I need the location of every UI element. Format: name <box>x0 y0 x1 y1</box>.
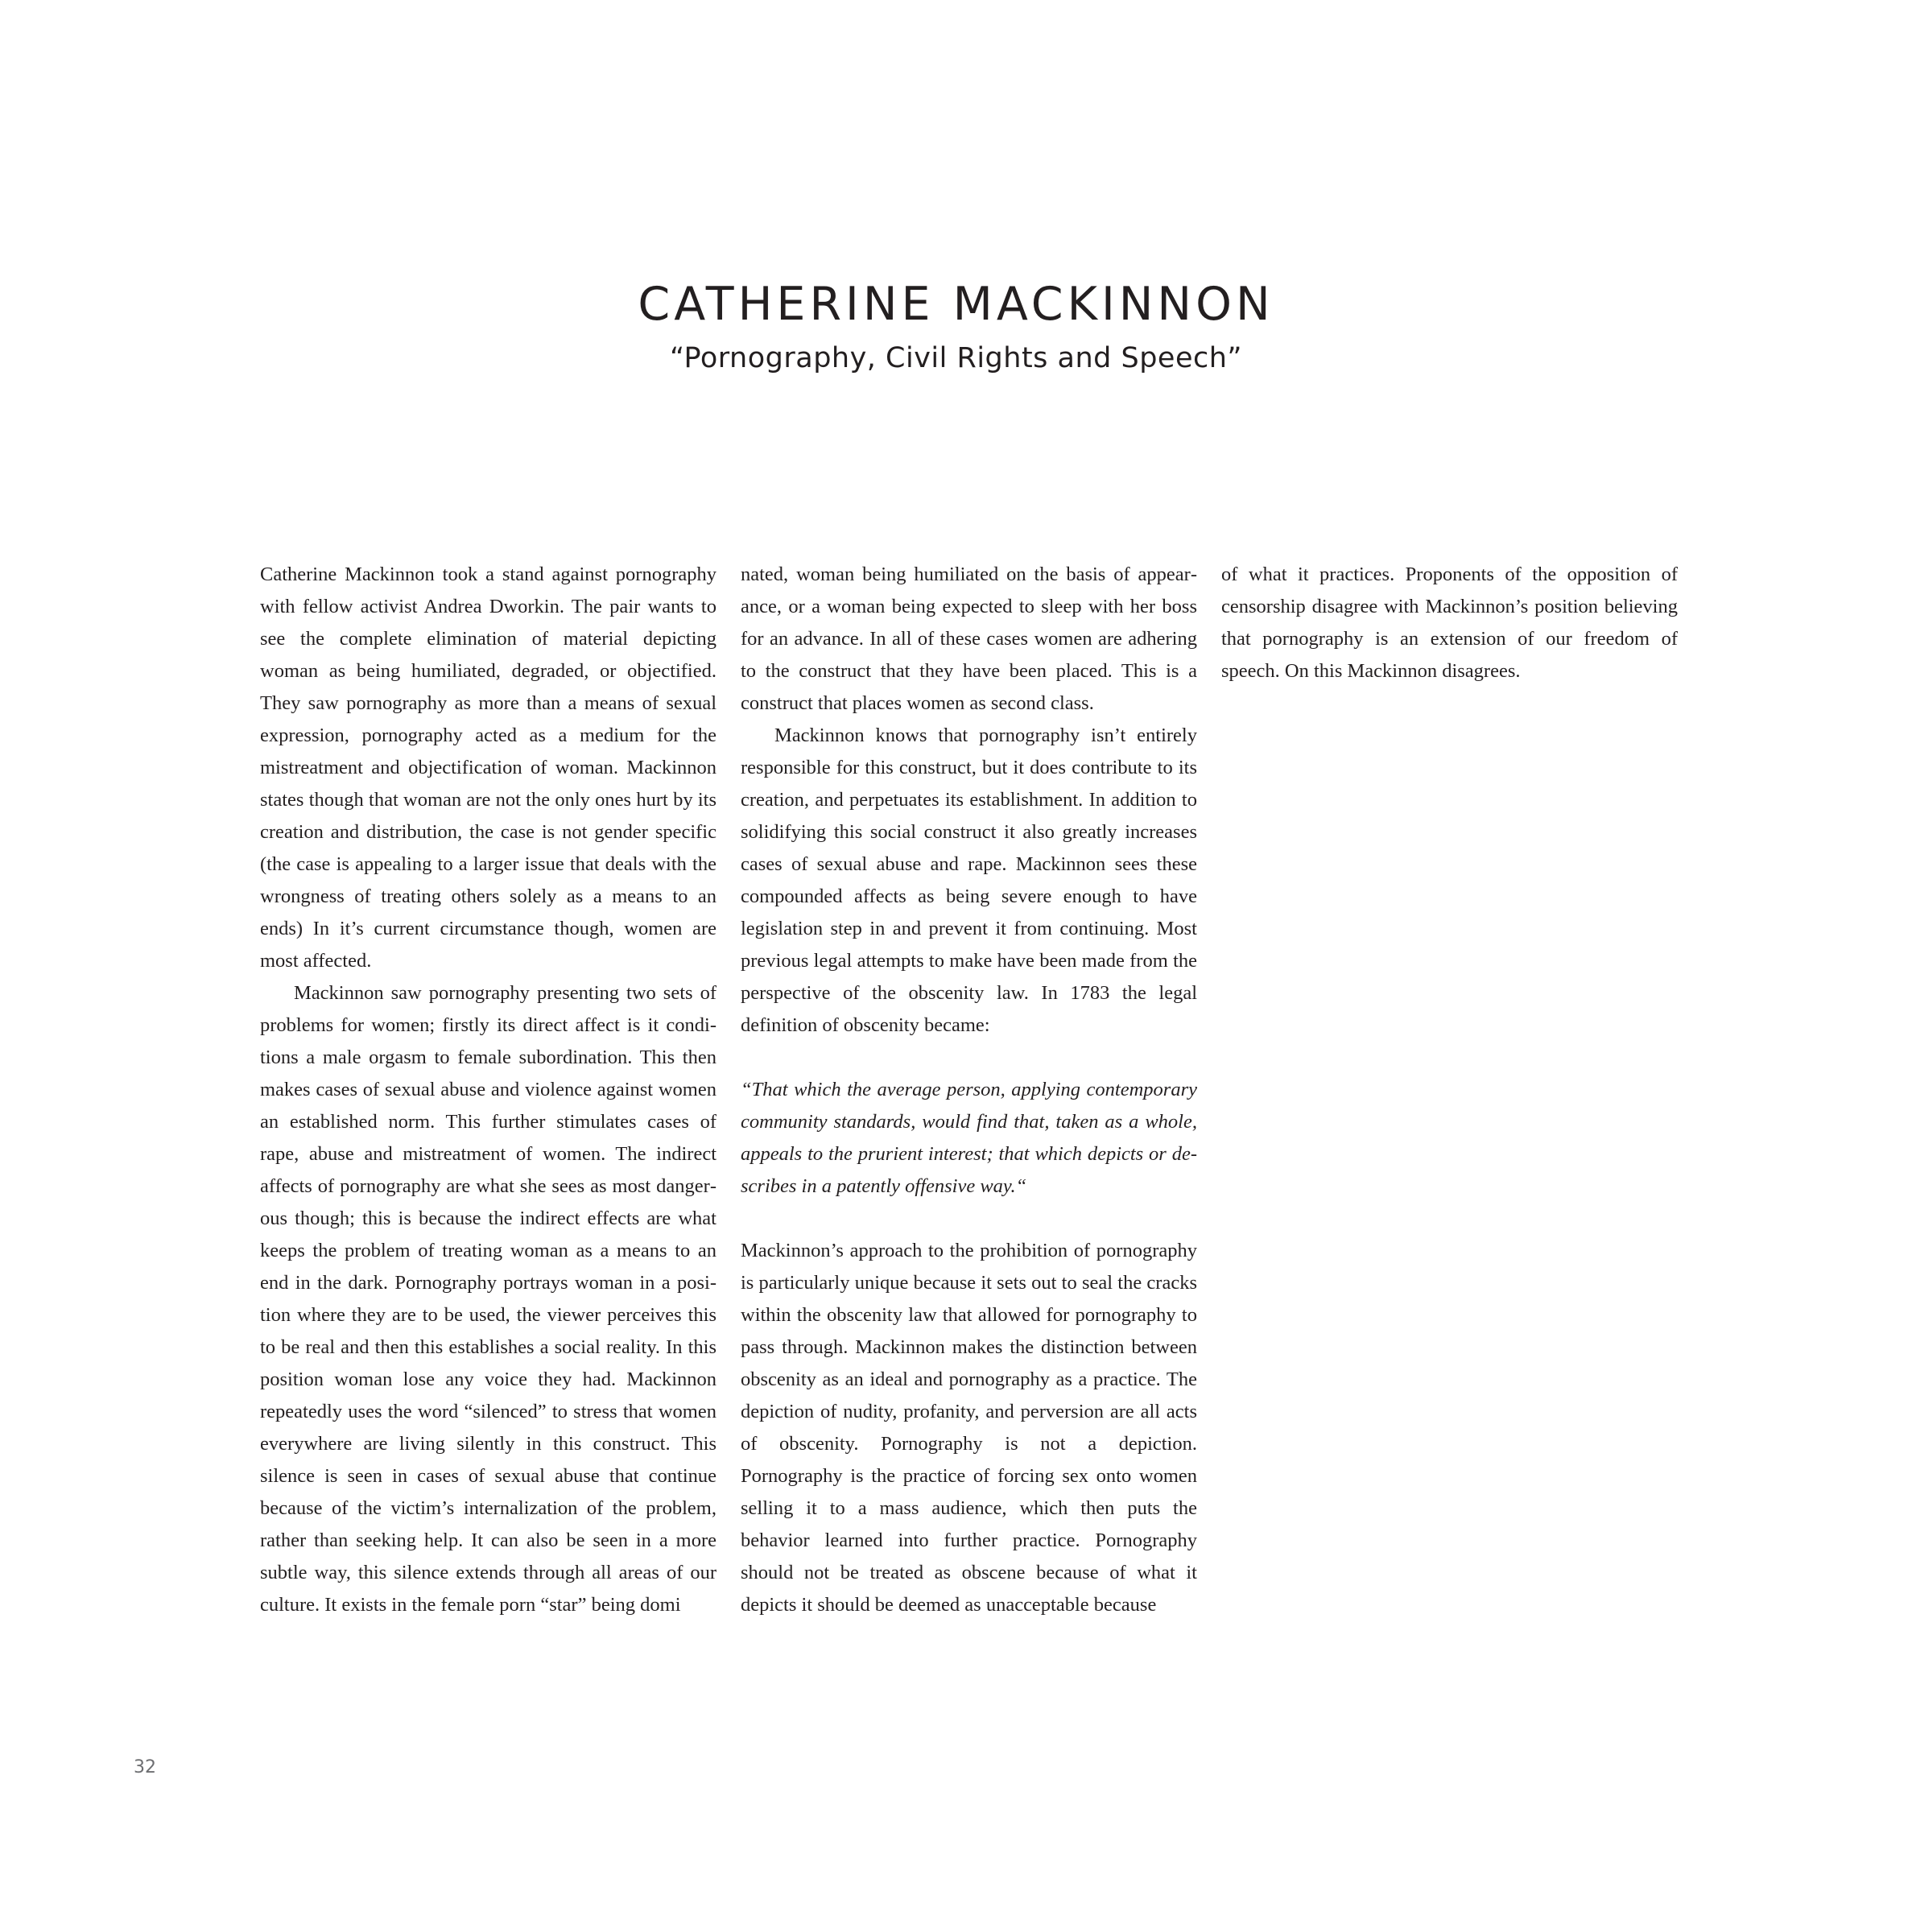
page-number: 32 <box>134 1757 156 1777</box>
body-paragraph: Catherine Mackinnon took a stand against pornography with fellow activist Andrea Dworkin. The pair wants to see the complete elimination of material depicting woman as being humiliated, degraded, or objectified. They saw pornography as more than a means of sexual expression, pornography acted as a medium for the mistreatment and objectification of woman. Mackinnon states though that woman are not the only ones hurt by its creation and distribution, the case is not gender specific (the case is appealing to a larger issue that deals with the wrongness of treating others solely as a means to an ends) In it’s current circumstance though, women are most affected. <box>260 564 716 972</box>
text-column-2 <box>741 559 1197 1621</box>
body-paragraph: Mackinnon knows that pornography isn’t entirely responsible for this construct, but it does contribute to its creation, and perpetuates its establishment. In addition to solidifying this social construct it also greatly increases cases of sexual abuse and rape. Mackinnon sees these compounded affects as being severe enough to have legislation step in and prevent it from continuing. Most previous legal attempts to make have been made from the perspective of the obscenity law. In 1783 the legal definition of obscenity became: <box>741 724 1197 1036</box>
article-title: CATHERINE MACKINNON <box>638 278 1274 331</box>
body-paragraph: Mackinnon’s approach to the prohibition of pornography is particularly unique because it sets out to seal the cracks within the obscenity law that allowed for pornography to pass through. Mackinnon makes the distinction between obscenity as an ideal and pornography as a practice. The depiction of nudity, profanity, and perversion are all acts of obscenity. Pornography is not a depiction. Pornography is the practice of forcing sex onto women selling it to a mass audience, which then puts the behavior learned into further practice. Pornography should not be treated as obscene because of what it depicts it should be deemed as unacceptable because <box>741 1240 1197 1616</box>
block-quote: “That which the average person, applying contemporary community standards, would find that, taken as a whole, appeals to the prurient interest; that which depicts or describes in a patently offensive way.“ <box>741 1079 1197 1197</box>
body-paragraph: of what it practices. Proponents of the opposition of censorship disagree with Mackinnon’s position believing that pornography is an extension of our freedom of speech. On this Mackinnon disagrees. <box>1221 564 1678 682</box>
text-column-1 <box>260 559 716 1621</box>
text-column-3 <box>1221 559 1678 687</box>
body-paragraph: Mackinnon saw pornography presenting two sets of problems for women; firstly its direct affect is it conditions a male orgasm to female subordination. This then makes cases of sexual abuse and violence against women an established norm. This further stimulates cases of rape, abuse and mistreatment of women. The indirect affects of pornography are what she sees as most dangerous though; this is because the indirect effects are what keeps the problem of treating woman as a means to an end in the dark. Pornography portrays woman in a position where they are to be used, the viewer perceives this to be real and then this establishes a social reality. In this position woman lose any voice they had. Mackinnon repeatedly uses the word “silenced” to stress that women everywhere are living silently in this construct. This silence is seen in cases of sexual abuse that continue because of the victim’s internalization of the problem, rather than seeking help. It can also be seen in a more subtle way, this silence extends through all areas of our culture. It exists in the female porn “star” being domi <box>260 982 716 1616</box>
body-paragraph: nated, woman being humiliated on the basis of appearance, or a woman being expected to sleep with her boss for an advance. In all of these cases women are adhering to the construct that they have been placed. This is a construct that places women as second class. <box>741 564 1197 714</box>
article-subtitle: “Pornography, Civil Rights and Speech” <box>669 342 1243 374</box>
